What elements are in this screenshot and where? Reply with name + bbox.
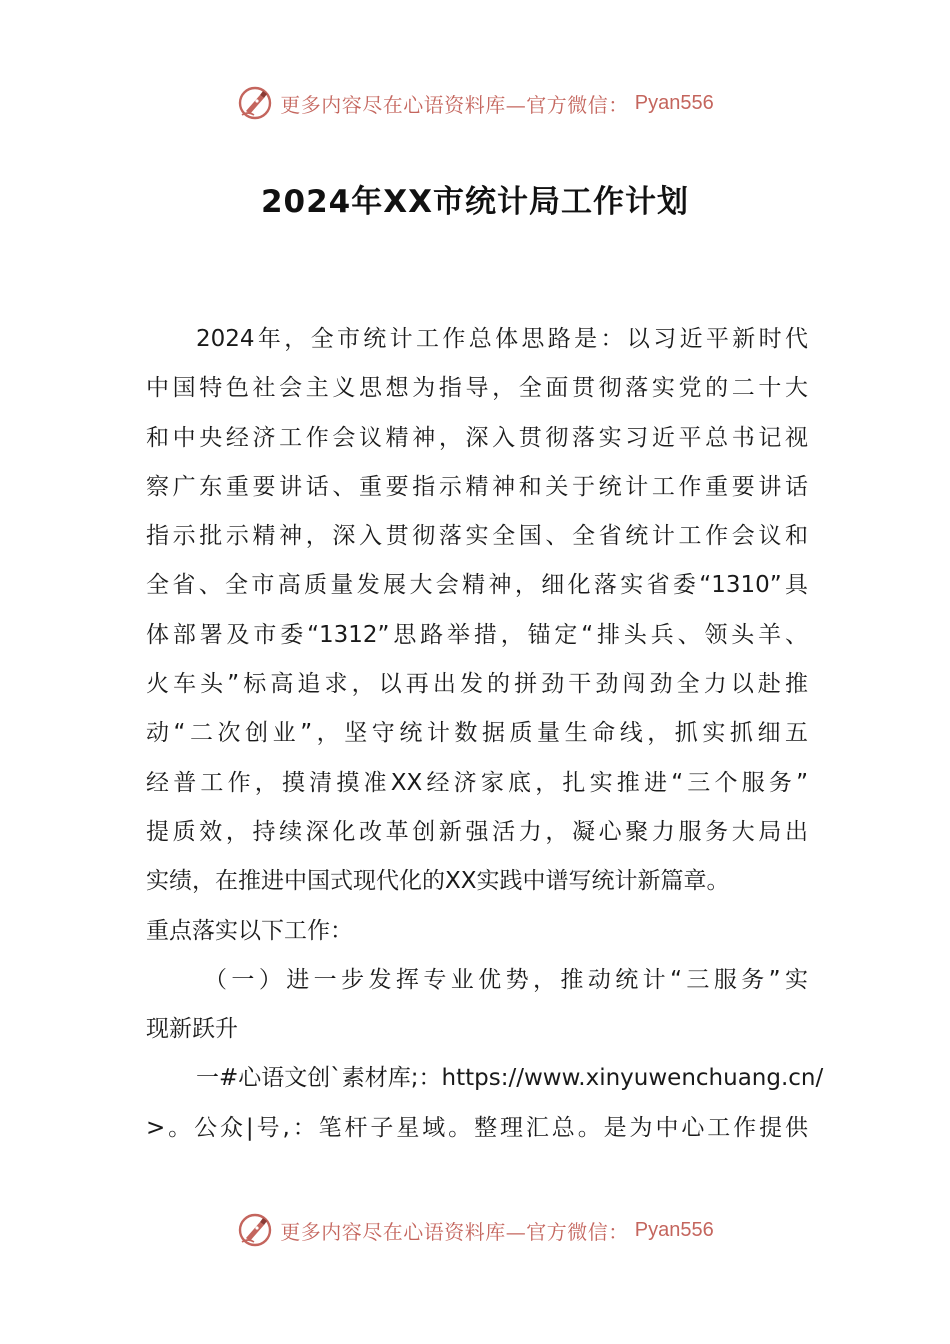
pen-nib-logo-icon (236, 1211, 274, 1249)
body-line: 指示批示精神，深入贯彻落实全国、全省统计工作会议和 (146, 523, 808, 550)
body-line: >。公众|号,：笔杆子星域。整理汇总。是为中心工作提供 (146, 1114, 808, 1141)
watermark-wechat-id: Pyan556 (634, 91, 714, 114)
body-line: 察广东重要讲话、重要指示精神和关于统计工作重要讲话 (146, 473, 808, 500)
body-line: 提质效，持续深化改革创新强活力，凝心聚力服务大局出 (146, 818, 808, 845)
body-line: 动“二次创业”，坚守统计数据质量生命线，抓实抓细五 (146, 720, 808, 747)
body-line: 一#心语文创`素材库;：https://www.xinyuwenchuang.cn/ (196, 1065, 824, 1092)
document-body (146, 315, 824, 1153)
body-line: 实绩，在推进中国式现代化的XX实践中谱写统计新篇章。 (146, 868, 730, 895)
watermark-text: 更多内容尽在心语资料库—官方微信： (280, 92, 629, 117)
watermark-banner-top (0, 83, 950, 123)
watermark-wechat-id: Pyan556 (634, 1218, 714, 1241)
pen-nib-logo-icon (236, 84, 274, 122)
body-line: 火车头”标高追求，以再出发的拼劲干劲闯劲全力以赴推 (146, 671, 808, 698)
body-line: 全省、全市高质量发展大会精神，细化落实省委“1310”具 (146, 572, 808, 599)
body-line: 中国特色社会主义思想为指导，全面贯彻落实党的二十大 (146, 375, 808, 402)
body-line: 体部署及市委“1312”思路举措，锚定“排头兵、领头羊、 (146, 621, 808, 648)
body-line: 重点落实以下工作： (146, 917, 353, 944)
watermark-text: 更多内容尽在心语资料库—官方微信： (280, 1219, 629, 1244)
watermark-banner-bottom (0, 1210, 950, 1250)
body-line: 和中央经济工作会议精神，深入贯彻落实习近平总书记视 (146, 424, 808, 451)
document-title: 2024年XX市统计局工作计划 (260, 184, 690, 220)
section-heading-line: 现新跃升 (146, 1016, 238, 1043)
body-line: 2024年，全市统计工作总体思路是：以习近平新时代 (196, 326, 808, 352)
section-heading-line: （一）进一步发挥专业优势，推动统计“三服务”实 (204, 966, 808, 993)
body-line: 经普工作，摸清摸准XX经济家底，扎实推进“三个服务” (146, 769, 808, 796)
